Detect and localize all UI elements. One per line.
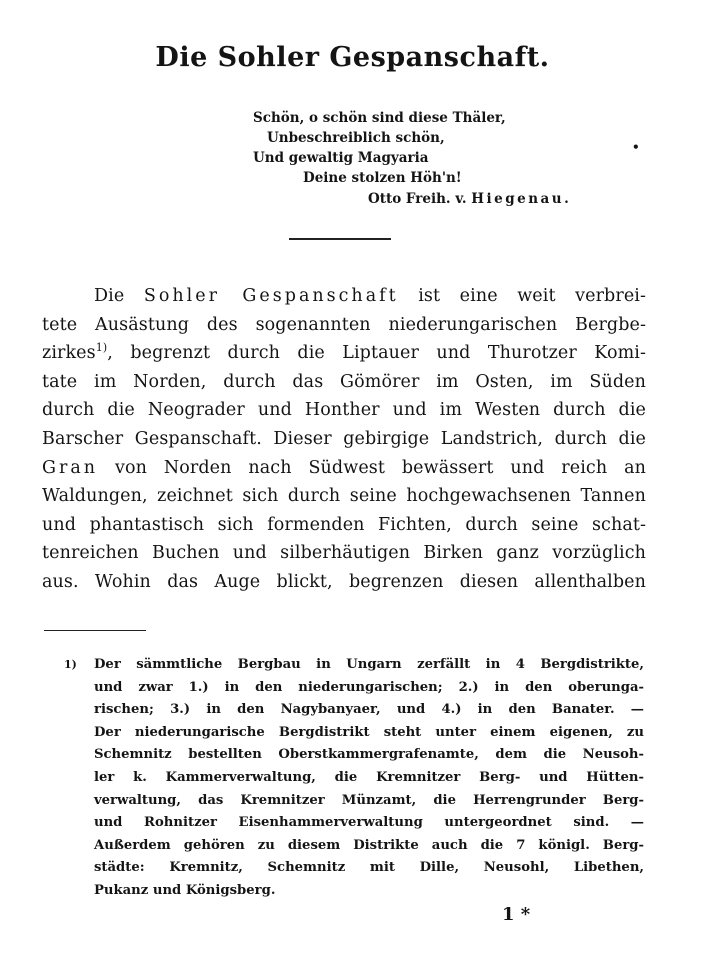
paragraph-line: tate im Norden, durch das Gömörer im Osten, im Süden xyxy=(42,371,646,392)
epigraph-line: Und gewaltig Magyaria xyxy=(253,150,429,166)
footnote-line: Pukanz und Königsberg. xyxy=(94,882,276,898)
main-paragraph xyxy=(42,282,646,597)
paragraph-line: Gran von Norden nach Südwest bewässert und reich an xyxy=(42,457,646,478)
footnote-line: Der sämmtliche Bergbau in Ungarn zerfällt in 4 Bergdistrikte, xyxy=(94,657,644,672)
footnote-reference: 1) xyxy=(95,341,108,355)
epigraph-line: Unbeschreiblich schön, xyxy=(267,130,445,146)
epigraph-line: Schön, o schön sind diese Thäler, xyxy=(253,110,506,126)
footnote-line: verwaltung, das Kremnitzer Münzamt, die Herrengrunder Berg- xyxy=(94,792,644,808)
footnote-divider xyxy=(44,630,146,631)
paragraph-line: Die Sohler Gespanschaft ist eine weit verbrei- xyxy=(94,286,646,306)
footnote-line: und Rohnitzer Eisenhammerverwaltung untergeordnet sind. — xyxy=(94,815,644,831)
footnote-line: Der niederungarische Bergdistrikt steht unter einem eigenen, zu xyxy=(94,724,644,740)
footnote-line: und zwar 1.) in den niederungarischen; 2.) in den oberunga- xyxy=(94,679,644,695)
attribution-prefix: Otto Freih. v. xyxy=(368,191,467,207)
paragraph-line: durch die Neograder und Honther und im Westen durch die xyxy=(42,400,646,421)
page-title: Die Sohler Gespanschaft. xyxy=(155,42,550,73)
margin-mark: • xyxy=(632,140,640,154)
epigraph-line: Deine stolzen Höh'n! xyxy=(303,170,462,186)
printer-signature: 1 * xyxy=(502,904,531,925)
footnote-line: ler k. Kammerverwaltung, die Kremnitzer Berg- und Hütten- xyxy=(94,769,644,785)
paragraph-line: zirkes$^{1)}$, begrenzt durch die Liptauer und Thurotzer Komi- xyxy=(42,341,646,364)
epigraph xyxy=(253,108,506,188)
epigraph-attribution xyxy=(368,191,571,207)
paragraph-line: und phantastisch sich formenden Fichten, durch seine schat- xyxy=(42,514,646,535)
paragraph-line: tenreichen Buchen und silberhäutigen Birken ganz vorzüglich xyxy=(42,543,646,564)
paragraph-line: Barscher Gespanschaft. Dieser gebirgige Landstrich, durch die xyxy=(42,428,646,449)
paragraph-line: Waldungen, zeichnet sich durch seine hochgewachsenen Tannen xyxy=(42,486,646,507)
footnote-line: rischen; 3.) in den Nagybanyaer, und 4.) in den Banater. — xyxy=(94,702,644,718)
attribution-name: Hiegenau. xyxy=(471,191,572,207)
footnote-line: Schemnitz bestellten Oberstkammergrafenamte, dem die Neusoh- xyxy=(94,747,644,763)
footnote-line: städte: Kremnitz, Schemnitz mit Dille, Neusohl, Libethen, xyxy=(94,860,644,876)
paragraph-line: aus. Wohin das Auge blickt, begrenzen diesen allenthalben xyxy=(42,571,646,592)
paragraph-line: tete Ausästung des sogenannten niederungarischen Bergbe- xyxy=(42,314,646,335)
title-divider xyxy=(289,238,391,240)
footnote-marker: 1) xyxy=(64,658,77,671)
footnote xyxy=(64,654,644,903)
footnote-line: Außerdem gehören zu diesem Distrikte auch die 7 königl. Berg- xyxy=(94,837,644,853)
